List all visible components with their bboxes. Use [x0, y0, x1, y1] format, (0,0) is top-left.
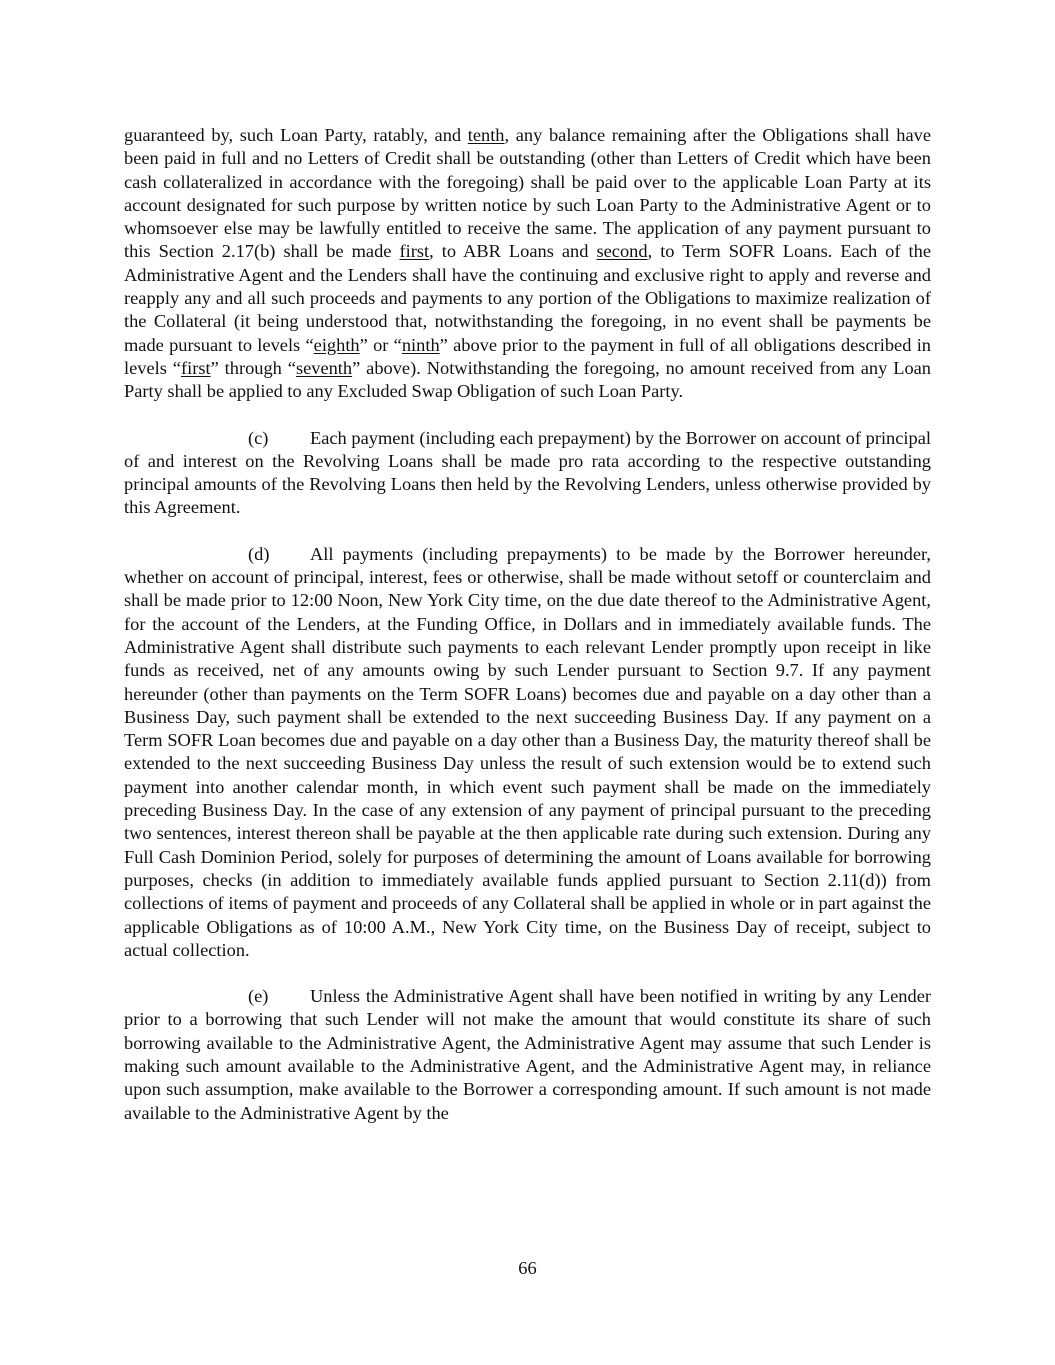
paragraph-e [124, 985, 931, 1125]
paragraph-text: ” above). Notwithstanding the foregoing, no amount received from any Loan Party shall be applied to any Excluded Swap Obligation of such Loan Party. [124, 357, 931, 402]
paragraph-text: All payments (including prepayments) to be made by the Borrower hereunder, whether on account of principal, interest, fees or otherwise, shall be made without setoff or counterclaim and shall be made prior to 12:00 Noon, New York City time, on the due date thereof to the Administrative Agent, for the account of the Lenders, at the Funding Office, in Dollars and in immediately available funds. The Administrative Agent shall distribute such payments to each relevant Lender promptly upon receipt in like funds as received, net of any amounts owing by such Lender pursuant to Section 9.7. If any payment hereunder (other than payments on the Term SOFR Loans) becomes due and payable on a day other than a Business Day, such payment shall be extended to the next succeeding Business Day. If any payment on a Term SOFR Loan becomes due and payable on a day other than a Business Day, the maturity thereof shall be extended to the next succeeding Business Day unless the result of such extension would be to extend such payment into another calendar month, in which event such payment shall be made on the immediately preceding Business Day. In the case of any extension of any payment of principal pursuant to the preceding two sentences, interest thereon shall be payable at the then applicable rate during such extension. During any Full Cash Dominion Period, solely for purposes of determining the amount of Loans available for borrowing purposes, checks (in addition to immediately available funds applied pursuant to Section 2.11(d)) from collections of items of payment and proceeds of any Collateral shall be applied in whole or in part against the applicable Obligations as of 10:00 A.M., New York City time, on the Business Day of receipt, subject to actual collection. [124, 543, 931, 960]
paragraph-c [124, 427, 931, 520]
paragraph-text: ” through “ [210, 357, 296, 378]
underlined-term-second: second [596, 241, 648, 262]
paragraph-label: (d) [248, 543, 270, 564]
paragraph-text: ” or “ [359, 334, 402, 355]
underlined-term-eighth: eighth [313, 334, 360, 355]
paragraph-text: guaranteed by, such Loan Party, ratably, and [124, 125, 468, 145]
underlined-term-first: first [399, 241, 430, 262]
paragraph-label: (c) [248, 427, 269, 448]
paragraph-text: ” above prior to the payment in full of all obligations described in levels “ [124, 334, 932, 378]
paragraph-d [124, 543, 931, 962]
page-number: 66 [518, 1258, 537, 1278]
paragraph-text: , to Term SOFR Loans. Each of the Administrative Agent and the Lenders shall have the continuing and exclusive right to apply and reverse and reapply any and all such proceeds and payments to any portion of the Obligations to maximize realization of the Collateral (it being understood that, notwithstanding the foregoing, in no event shall be payments be made pursuant to levels “ [124, 241, 931, 355]
underlined-term-seventh: seventh [295, 357, 353, 378]
underlined-term-tenth: tenth [467, 125, 505, 145]
paragraph-b-continuation [124, 124, 931, 404]
paragraph-text: , any balance remaining after the Obligations shall have been paid in full and no Letters of Credit shall be outstanding (other than Letters of Credit which have been cash collateralized in accordance with the foregoing) shall be paid over to the applicable Loan Party at its account designated for such purpose by written notice by such Loan Party to the Administrative Agent or to whomsoever else may be lawfully entitled to receive the same. The application of any payment pursuant to this Section 2.17(b) shall be made [124, 125, 931, 262]
paragraph-text: , to ABR Loans and [429, 241, 597, 262]
paragraph-label: (e) [248, 986, 269, 1007]
underlined-term-first: first [180, 357, 211, 378]
underlined-term-ninth: ninth [401, 334, 440, 355]
paragraph-text: Each payment (including each prepayment) by the Borrower on account of principal of and interest on the Revolving Loans shall be made pro rata according to the respective outstanding principal amounts of the Revolving Loans then held by the Revolving Lenders, unless otherwise provided by this Agreement. [124, 427, 931, 518]
document-page [124, 124, 931, 1125]
paragraph-text: Unless the Administrative Agent shall have been notified in writing by any Lender prior to a borrowing that such Lender will not make the amount that would constitute its share of such borrowing available to the Administrative Agent, the Administrative Agent may assume that such Lender is making such amount available to the Administrative Agent, and the Administrative Agent may, in reliance upon such assumption, make available to the Borrower a corresponding amount. If such amount is not made available to the Administrative Agent by the [124, 986, 931, 1123]
